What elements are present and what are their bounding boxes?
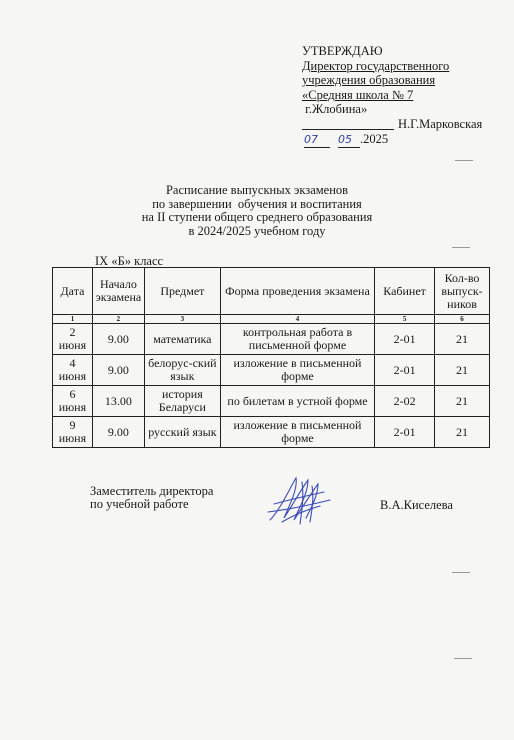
cell-form: по билетам в устной форме	[220, 386, 374, 417]
scan-mark	[452, 247, 470, 248]
scan-mark	[454, 658, 472, 659]
column-number: 2	[92, 315, 144, 324]
scan-mark	[455, 160, 473, 161]
cell-room: 2-01	[375, 324, 435, 355]
footer-position-line: по учебной работе	[90, 497, 189, 511]
column-header: Форма проведения экзамена	[220, 268, 374, 315]
scan-mark	[452, 572, 470, 573]
column-header: Дата	[53, 268, 93, 315]
column-number: 4	[220, 315, 374, 324]
cell-date: 9 июня	[53, 417, 93, 448]
column-header: Кол-во выпуск-ников	[435, 268, 490, 315]
approval-signer: Н.Г.Марковская	[398, 116, 483, 131]
footer-position-line: Заместитель директора	[90, 484, 214, 498]
column-number: 5	[375, 315, 435, 324]
approval-block	[302, 44, 482, 148]
cell-form: изложение в письменной форме	[220, 417, 374, 448]
cell-room: 2-01	[375, 417, 435, 448]
approval-date-year: .2025	[360, 131, 389, 146]
signature-line	[302, 129, 394, 130]
title-line: в 2024/2025 учебном году	[188, 223, 326, 238]
cell-form: контрольная работа в письменной форме	[220, 324, 374, 355]
column-number: 1	[53, 315, 93, 324]
cell-form: изложение в письменной форме	[220, 355, 374, 386]
cell-room: 2-01	[375, 355, 435, 386]
cell-count: 21	[435, 417, 490, 448]
table-row	[53, 355, 490, 386]
cell-count: 21	[435, 386, 490, 417]
cell-room: 2-02	[375, 386, 435, 417]
class-label: IX «Б» класс	[95, 254, 164, 268]
cell-start: 9.00	[92, 355, 144, 386]
cell-start: 9.00	[92, 324, 144, 355]
cell-date: 6 июня	[53, 386, 93, 417]
approval-date-day: 07	[304, 133, 330, 149]
approval-line: г.Жлобина»	[302, 102, 368, 116]
column-number: 6	[435, 315, 490, 324]
cell-subject: математика	[144, 324, 220, 355]
approval-date	[302, 132, 482, 148]
column-header: Кабинет	[375, 268, 435, 315]
footer-signer-name: В.А.Киселева	[380, 498, 453, 512]
table-row	[53, 417, 490, 448]
handwritten-signature	[262, 470, 336, 528]
column-number: 3	[144, 315, 220, 324]
approval-heading: УТВЕРЖДАЮ	[302, 44, 383, 58]
title-line: по завершении обучения и воспитания	[152, 196, 362, 211]
footer-position	[90, 485, 213, 511]
approval-line: учреждения образования	[302, 73, 436, 87]
column-header: Начало экзамена	[92, 268, 144, 315]
approval-line: «Средняя школа № 7	[302, 87, 414, 102]
column-header: Предмет	[144, 268, 220, 315]
exam-schedule-table	[52, 267, 490, 448]
approval-line: Директор государственного	[302, 58, 450, 73]
cell-start: 9.00	[92, 417, 144, 448]
cell-subject: русский язык	[144, 417, 220, 448]
title-line: на II ступени общего среднего образования	[141, 210, 373, 224]
cell-date: 4 июня	[53, 355, 93, 386]
document-title	[0, 184, 514, 238]
table-row	[53, 386, 490, 417]
title-line: Расписание выпускных экзаменов	[165, 183, 349, 197]
approval-date-month: 05	[338, 133, 360, 149]
cell-start: 13.00	[92, 386, 144, 417]
cell-count: 21	[435, 355, 490, 386]
table-row	[53, 324, 490, 355]
cell-subject: белорус-ский язык	[144, 355, 220, 386]
table-number-row	[53, 315, 490, 324]
approval-signature-row	[302, 117, 482, 132]
cell-date: 2 июня	[53, 324, 93, 355]
cell-subject: история Беларуси	[144, 386, 220, 417]
table-header-row	[53, 268, 490, 315]
cell-count: 21	[435, 324, 490, 355]
